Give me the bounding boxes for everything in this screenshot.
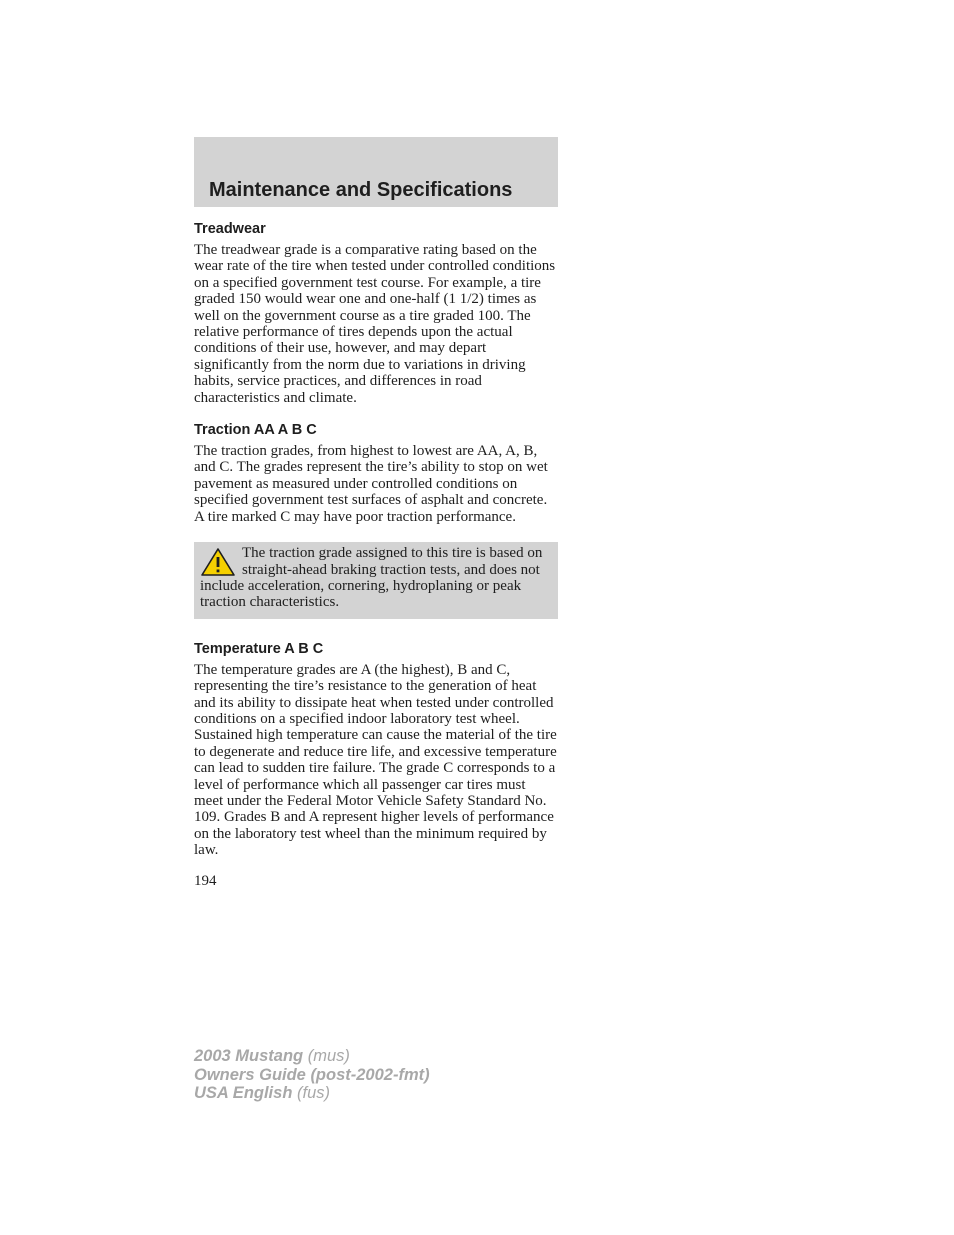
footer-language-code: (fus): [292, 1084, 330, 1102]
page-title: Maintenance and Specifications: [209, 179, 513, 201]
page-number: 194: [194, 872, 217, 889]
section-header-band: [194, 137, 558, 207]
footer-model-code: (mus): [303, 1047, 350, 1065]
section-body-treadwear: The treadwear grade is a comparative rating based on the wear rate of the tire when tested under controlled conditions on a specified government test course. For example, a tire graded 150 would wear one and one-half (1 1/2) times as well on the government course as a tire graded 100. The relative performance of tires depends upon the actual conditions of their use, however, and may depart significantly from the norm due to variations in driving habits, service practices, and differences in road characteristics and climate.: [194, 242, 556, 406]
warning-triangle-icon: [200, 547, 236, 577]
footer-guide: Owners Guide (post-2002-fmt): [194, 1065, 430, 1084]
footer-model: 2003 Mustang: [194, 1047, 304, 1065]
warning-text: The traction grade assigned to this tire is based on straight-ahead braking traction tests, and does not include acceleration, cornering, hydroplaning or peak traction characteristics.: [200, 545, 543, 611]
section-title-temperature: Temperature A B C: [194, 640, 324, 657]
section-body-temperature: The temperature grades are A (the highest), B and C, representing the tire’s resistance to the generation of heat and its ability to dissipate heat when tested under controlled conditions on a specified indoor laboratory test wheel. Sustained high temperature can cause the material of the tire to degenerate and reduce tire life, and excessive temperature can lead to sudden tire failure. The grade C corresponds to a level of performance which all passenger car tires must meet under the Federal Motor Vehicle Safety Standard No. 109. Grades B and A represent higher levels of performance on the laboratory test wheel than the minimum required by law.: [194, 661, 557, 859]
footer-language: USA English: [194, 1084, 293, 1102]
section-title-traction: Traction AA A B C: [194, 422, 317, 439]
footer-line-language: [194, 1084, 430, 1103]
footer-line-guide: [194, 1066, 430, 1085]
section-body-traction: The traction grades, from highest to lowest are AA, A, B, and C. The grades represent the tire’s ability to stop on wet pavement as measured under controlled conditions on specified government test surfaces of asphalt and concrete. A tire marked C may have poor traction performance.: [194, 443, 548, 525]
document-footer: [194, 1047, 430, 1103]
page-content: [194, 221, 558, 889]
warning-box: [194, 542, 558, 619]
section-title-treadwear: Treadwear: [194, 221, 266, 237]
footer-line-model: [194, 1047, 430, 1066]
